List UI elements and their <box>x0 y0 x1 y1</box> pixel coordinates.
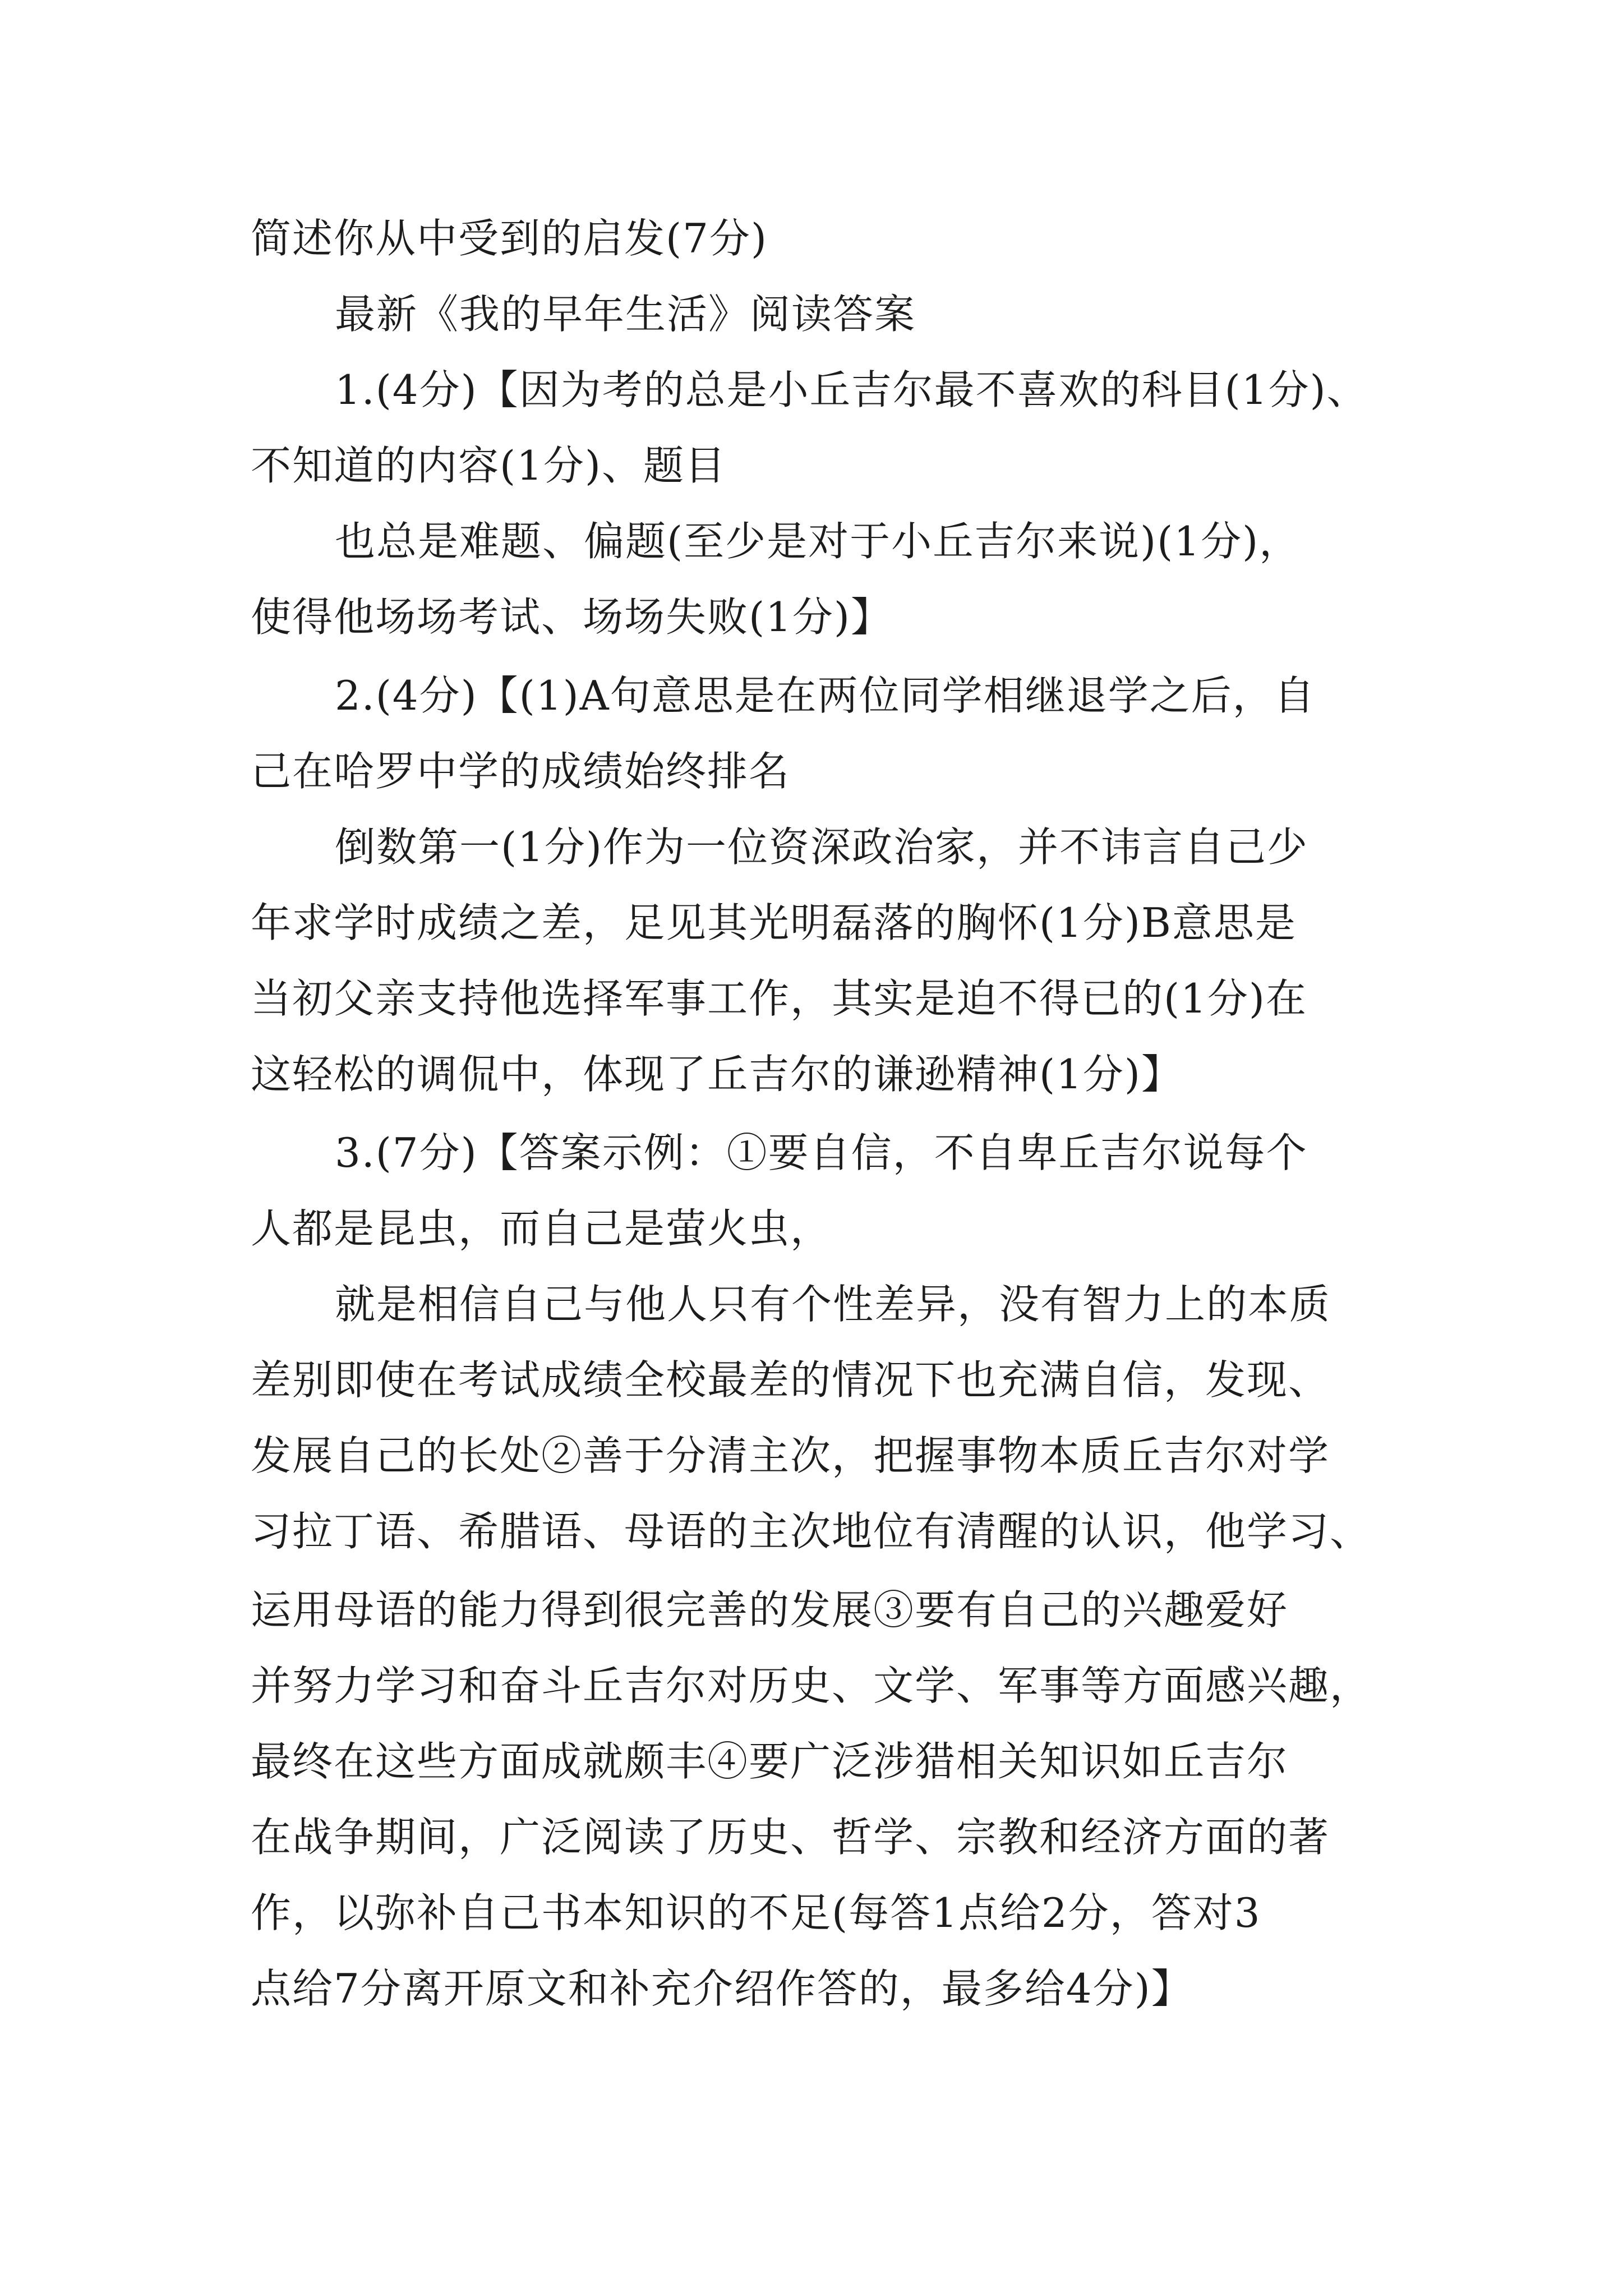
text-line: 倒数第一(1分)作为一位资深政治家，并不讳言自己少 <box>335 823 1308 871</box>
text-line: 己在哈罗中学的成绩始终排名 <box>251 748 791 795</box>
text-line: 2.(4分)【(1)A句意思是在两位同学相继退学之后，自 <box>335 672 1316 719</box>
text-line: 使得他场场考试、场场失败(1分)】 <box>251 593 892 641</box>
text-line: 并努力学习和奋斗丘吉尔对历史、文学、军事等方面感兴趣， <box>251 1662 1372 1709</box>
text-line: 作，以弥补自己书本知识的不足(每答1点给2分，答对3 <box>251 1889 1261 1936</box>
text-line: 点给7分离开原文和补充介绍作答的，最多给4分)】 <box>251 1965 1193 2012</box>
text-line: 差别即使在考试成绩全校最差的情况下也充满自信，发现、 <box>251 1356 1330 1404</box>
text-line: 运用母语的能力得到很完善的发展③要有自己的兴趣爱好 <box>251 1586 1289 1634</box>
text-line: 3.(7分)【答案示例：①要自信，不自卑丘吉尔说每个 <box>335 1129 1308 1176</box>
text-line: 就是相信自己与他人只有个性差异，没有智力上的本质 <box>335 1281 1331 1328</box>
text-line: 习拉丁语、希腊语、母语的主次地位有清醒的认识，他学习、 <box>251 1508 1372 1555</box>
text-line: 不知道的内容(1分)、题目 <box>251 442 726 489</box>
text-line: 年求学时成绩之差，足见其光明磊落的胸怀(1分)B意思是 <box>251 899 1297 946</box>
text-line: 发展自己的长处②善于分清主次，把握事物本质丘吉尔对学 <box>251 1432 1330 1479</box>
text-line: 这轻松的调侃中，体现了丘吉尔的谦逊精神(1分)】 <box>251 1051 1183 1098</box>
text-line: 人都是昆虫，而自己是萤火虫， <box>251 1205 832 1252</box>
text-line: 在战争期间，广泛阅读了历史、哲学、宗教和经济方面的著 <box>251 1814 1330 1861</box>
text-line: 1.(4分)【因为考的总是小丘吉尔最不喜欢的科目(1分)、 <box>335 366 1368 413</box>
text-line: 简述你从中受到的启发(7分) <box>251 215 768 262</box>
text-line: 最终在这些方面成就颇丰④要广泛涉猎相关知识如丘吉尔 <box>251 1738 1289 1785</box>
text-line: 最新《我的早年生活》阅读答案 <box>335 291 916 338</box>
text-line: 当初父亲支持他选择军事工作，其实是迫不得已的(1分)在 <box>251 975 1307 1022</box>
text-line: 也总是难题、偏题(至少是对于小丘吉尔来说)(1分)， <box>335 518 1301 565</box>
